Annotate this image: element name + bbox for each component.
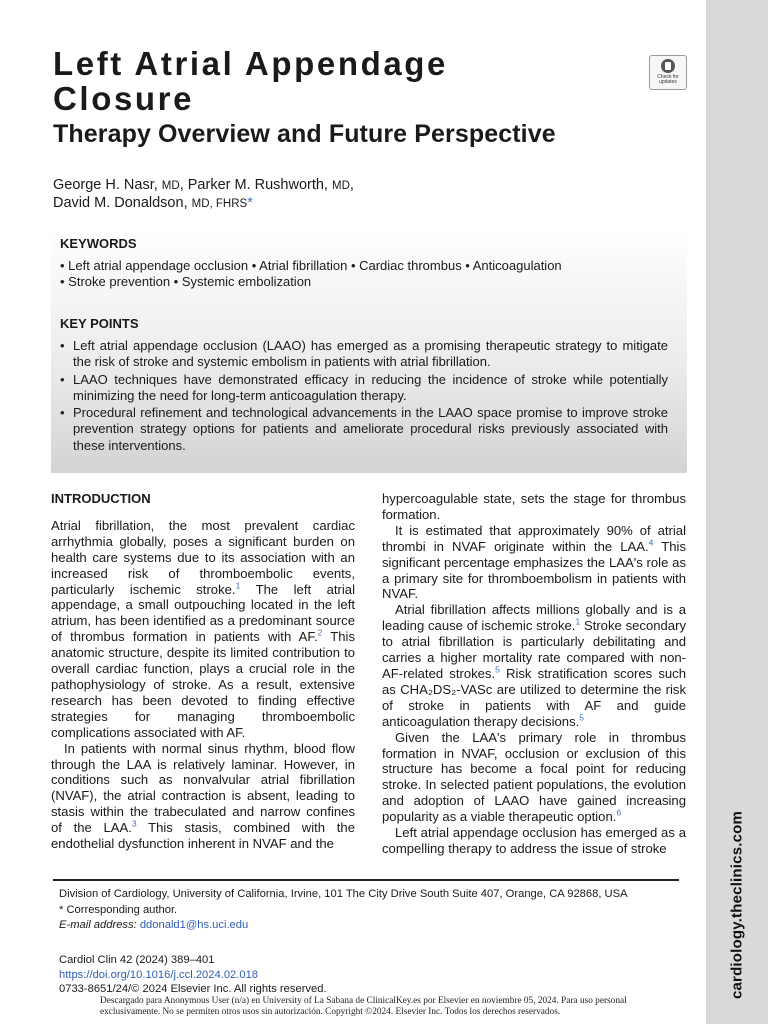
author-degree: MD [161,180,180,192]
body-paragraph: Left atrial appendage occlusion has emerged as a compelling therapy to address the issue of stroke [382,825,686,856]
affiliation-block [59,887,679,934]
author-name: David M. Donaldson, [53,195,188,211]
corresponding-author-link[interactable]: * [247,195,253,211]
key-point-item: • Procedural refinement and technological advancements in the LAAO space promise to improve stroke prevention strategy options for patients and ameliorate procedural risks previously associated with these interventions. [60,405,668,454]
keywords-keypoints-box [51,226,687,473]
reference-link[interactable]: 3 [131,818,137,829]
key-points-list [60,338,668,455]
journal-sidebar [706,0,768,1024]
body-paragraph: It is estimated that approximately 90% of atrial thrombi in NVAF originate within the LAA.$^4$ This significant percentage emphasizes the LAA's role as a primary site for thromboembolism in patients with NVAF. [382,522,687,602]
author-list: George H. Nasr, MD, Parker M. Rushworth, MD, David M. Donaldson, MD, FHRS* [53,177,354,211]
check-updates-label: Check for updates [657,74,679,85]
body-paragraph: In patients with normal sinus rhythm, blood flow through the LAA is relatively laminar. However, in conditions such as nonvalvular atrial fibrillation (NVAF), the atrial contraction is absent, leading to stasis within the trabeculated and narrow confines of the LAA.$^3$ This stasis, combined with the endothelial dysfunction inherent in NVAF and the [51,740,355,852]
affiliation-text: Division of Cardiology, University of California, Irvine, 101 The City Drive South Suite 407, Orange, CA 92868, USA [59,888,628,900]
corresponding-note: * Corresponding author. [59,903,178,916]
key-point-item: • Left atrial appendage occlusion (LAAO) has emerged as a promising therapeutic strategy to mitigate the risk of stroke and systemic embolism in patients with atrial fibrillation. [60,338,668,371]
journal-info [59,953,327,997]
doi-link[interactable]: https://doi.org/10.1016/j.ccl.2024.02.018 [59,968,259,981]
bookmark-icon [661,59,675,73]
check-for-updates-badge[interactable] [649,55,687,90]
author-name: Parker M. Rushworth, [187,177,328,193]
body-column-left [51,491,355,852]
reference-link[interactable]: 5 [579,712,584,723]
reference-link[interactable]: 2 [317,627,323,638]
keywords-heading: KEYWORDS [60,236,137,251]
copyright-text: 0733-8651/24/© 2024 Elsevier Inc. All rights reserved. [59,983,327,995]
journal-site-label: cardiology.theclinics.com [728,810,746,1000]
key-points-heading: KEY POINTS [60,316,139,331]
reference-link[interactable]: 5 [495,664,500,675]
email-link[interactable]: ddonald1@hs.uci.edu [139,919,249,931]
reference-link[interactable]: 1 [575,616,581,627]
article-subtitle: Therapy Overview and Future Perspective [53,120,556,148]
reference-link[interactable]: 1 [235,580,241,591]
reference-link[interactable]: 4 [648,537,654,548]
keywords-line: • Left atrial appendage occlusion • Atrial fibrillation • Cardiac thrombus • Anticoagulation [60,258,562,273]
body-column-right [382,491,686,857]
body-paragraph: Atrial fibrillation affects millions globally and is a leading cause of ischemic stroke.$^1$ Stroke secondary to atrial fibrillation is particularly debilitating and carries a higher mortality rate compared with non-AF-related strokes.$^5$ Risk stratification scores such as CHA₂DS₂-VASc are utilized to determine the risk of stroke in patients with AF and guide anticoagulation therapy decisions.$^5$ [382,602,686,729]
email-line [59,918,679,934]
author-name: George H. Nasr, [53,177,158,193]
reference-link[interactable]: 6 [616,807,622,818]
section-heading: INTRODUCTION [51,491,151,506]
keywords-line: • Stroke prevention • Systemic embolization [60,274,312,289]
article-title: Left Atrial Appendage Closure [53,45,449,117]
body-paragraph: Given the LAA's primary role in thrombus formation in NVAF, occlusion or exclusion of this structure has become a focal point for reducing stroke. In selected patient populations, the evolution and adoption of LAAO have gained increasing popularity as a viable therapeutic option.$^6$ [382,729,686,825]
author-degree: MD [332,180,350,192]
author-degree: MD, FHRS [191,198,248,210]
download-notice: Descargado para Anonymous User (n/a) en University of La Sabana de ClinicalKey.es por Elsevier en noviembre 05, 2024. Para uso personal exclusivamente. No se permiten otros usos sin autorización. Copyright ©2024. Elsevier Inc. Todos los derechos reservados. [100,996,627,1017]
key-point-item: • LAAO techniques have demonstrated efficacy in reducing the incidence of stroke while potentially minimizing the need for long-term anticoagulation therapy. [60,372,668,405]
citation-text: Cardiol Clin 42 (2024) 389–401 [59,954,215,966]
body-paragraph: hypercoagulable state, sets the stage for thrombus formation. [382,491,686,522]
body-paragraph: Atrial fibrillation, the most prevalent cardiac arrhythmia globally, poses a significant burden on health care systems due to its association with an increased risk of thromboembolic events, particularly ischemic stroke.$^1$ The left atrial appendage, a small outpouching located in the left atrium, has been identified as a predominant source of thrombus formation in patients with AF.$^2$ This anatomic structure, despite its limited contribution to overall cardiac function, plays a crucial role in the pathophysiology of stroke. As a result, extensive research has been devoted to finding effective strategies for managing thromboembolic complications associated with AF. [51,517,355,740]
email-label: E-mail address: [59,919,137,931]
footer-divider [53,879,679,881]
